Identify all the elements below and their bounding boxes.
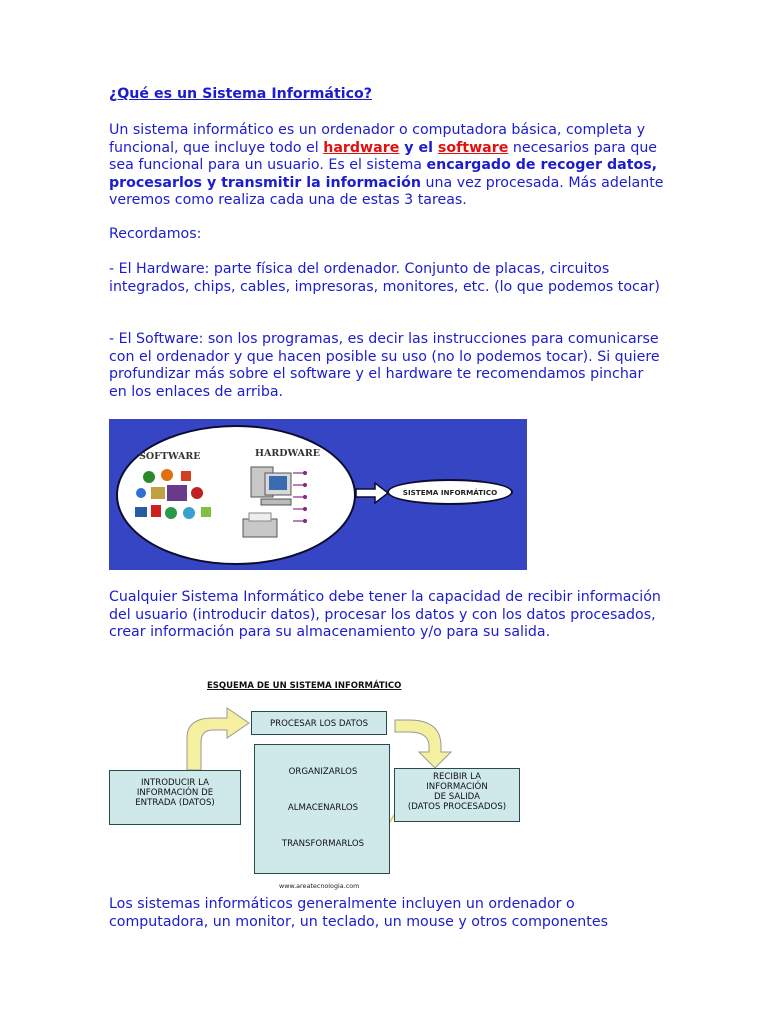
capacidad-paragraph: Cualquier Sistema Informático debe tener la capacidad de recibir información del usuario (introducir datos), procesar los datos y con los datos procesados, crear información para su almacenamiento y/o para su salida. xyxy=(109,589,661,641)
almacenar-label: ALMACENARLOS xyxy=(287,803,359,813)
entrada-line-3: ENTRADA (DATOS) xyxy=(135,798,215,808)
curved-arrow-left-icon xyxy=(187,708,249,770)
intro-paragraph xyxy=(109,122,665,210)
salida-line-2: INFORMACIÓN xyxy=(426,782,488,792)
salida-line-1: RECIBIR LA xyxy=(433,772,481,782)
office-icon xyxy=(181,471,191,481)
recycle-icon xyxy=(201,507,211,517)
intro-text-1: Un sistema informático es un ordenador o computadora básica, completa y funcional, que incluye todo el xyxy=(109,122,646,156)
chrome-icon xyxy=(165,507,177,519)
intro-text-3: una vez procesada. Más adelante veremos como realiza cada una de estas 3 tareas. xyxy=(109,174,664,209)
folder-icon xyxy=(151,487,165,499)
ie-blue-icon xyxy=(183,507,195,519)
last-paragraph: Los sistemas informáticos generalmente incluyen un ordenador o computadora, un monitor, un teclado, un mouse y otros componentes xyxy=(109,896,608,930)
intro-y-el: y el xyxy=(399,139,438,156)
monitor-screen-icon xyxy=(269,476,287,490)
procesar-label: PROCESAR LOS DATOS xyxy=(269,719,369,729)
organizar-label: ORGANIZARLOS xyxy=(288,767,358,777)
adobe-icon xyxy=(151,505,161,517)
hardware-definition: - El Hardware: parte física del ordenador. Conjunto de placas, circuitos integrados, chips, cables, impresoras, monitores, etc. (lo que podemos tocar) xyxy=(109,261,660,295)
salida-box xyxy=(394,768,520,822)
media-icon xyxy=(191,487,203,499)
intro-text-2: necesarios para que sea funcional para un usuario. Es el sistema xyxy=(109,139,658,174)
software-icons xyxy=(131,467,227,539)
entrada-line-1: INTRODUCIR LA xyxy=(141,778,209,788)
entrada-box xyxy=(109,770,241,825)
ie-icon xyxy=(143,471,155,483)
intro-bold-phrase: encargado de recoger datos, procesarlos y transmitir la información xyxy=(109,157,658,191)
esquema-title: ESQUEMA DE UN SISTEMA INFORMÁTICO xyxy=(207,681,402,691)
software-link[interactable]: software xyxy=(437,139,509,156)
winrar-icon xyxy=(167,485,187,501)
transformar-label: TRANSFORMARLOS xyxy=(281,839,365,849)
processing-box xyxy=(254,744,390,874)
software-hardware-image xyxy=(109,419,527,570)
salida-line-4: (DATOS PROCESADOS) xyxy=(407,802,507,812)
salida-line-3: DE SALIDA xyxy=(434,792,480,802)
software-definition: - El Software: son los programas, es decir las instrucciones para comunicarse con el ordenador y que hacen posible su uso (no lo podemos tocar). Si quiere profundizar más sobre el software y el hardware te recomendamos pinchar en los enlaces de arriba. xyxy=(109,331,660,400)
hardware-link[interactable]: hardware xyxy=(323,139,400,156)
firefox-icon xyxy=(161,469,173,481)
keyboard-icon xyxy=(261,499,291,505)
hardware-illustration xyxy=(239,459,339,551)
software-label: SOFTWARE xyxy=(139,451,201,462)
sistema-informatico-ellipse xyxy=(387,479,513,505)
credit-text: www.areatecnologia.com xyxy=(279,882,360,890)
esquema-diagram xyxy=(109,676,527,896)
procesar-box xyxy=(251,711,387,735)
arrow-right-icon xyxy=(355,482,389,504)
page-title: ¿Qué es un Sistema Informático? xyxy=(109,86,373,102)
sistema-informatico-label: SISTEMA INFORMÁTICO xyxy=(402,487,498,497)
app-icon xyxy=(135,507,147,517)
printer-icon xyxy=(243,519,277,537)
curved-arrow-right-icon xyxy=(395,720,451,768)
hardware-label: HARDWARE xyxy=(255,448,321,459)
entrada-line-2: INFORMACIÓN DE xyxy=(136,788,214,798)
network-icon xyxy=(136,488,146,498)
printer-paper-icon xyxy=(249,513,271,521)
recordamos-text: Recordamos: xyxy=(109,226,202,242)
